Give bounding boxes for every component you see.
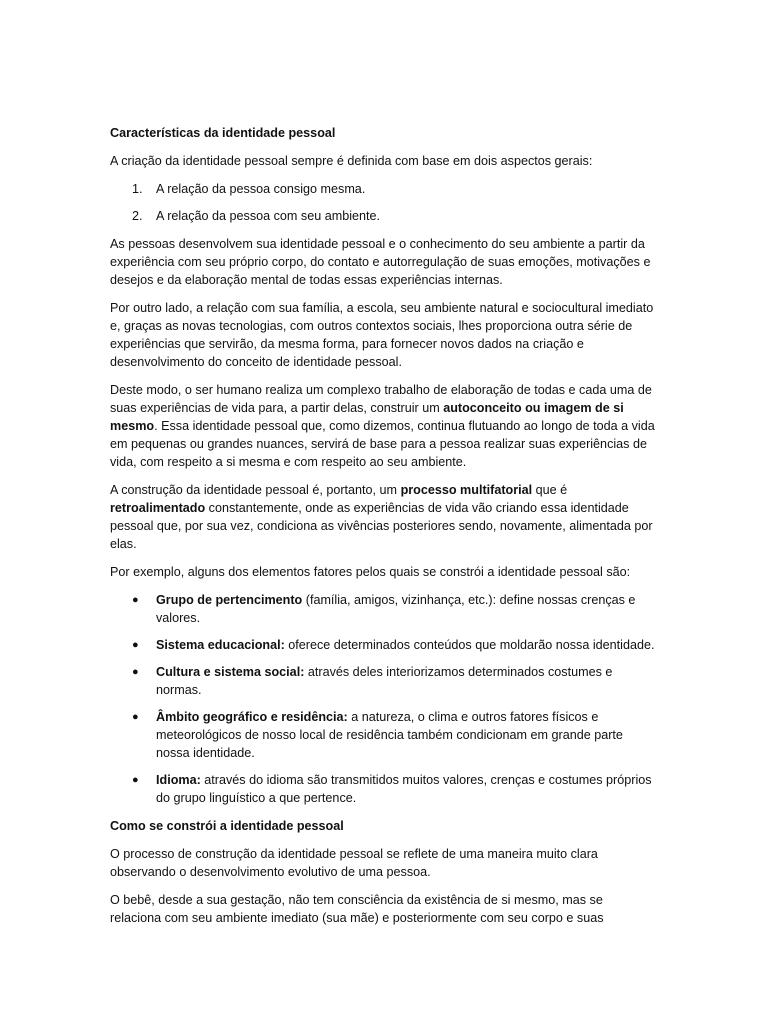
document-content	[110, 124, 656, 937]
list-item	[110, 771, 656, 807]
bold-run: processo multifatorial	[400, 483, 533, 497]
bullet-icon: ●	[132, 639, 139, 651]
list-number: 1.	[132, 182, 143, 196]
paragraph-baby: O bebê, desde a sua gestação, não tem consciência da existência de si mesmo, mas se relaciona com seu ambiente imediato (sua mãe) e posteriormente com seu corpo e suas	[110, 893, 604, 925]
list-item	[110, 180, 656, 198]
bold-run: autoconceito ou imagem de si mesmo	[110, 401, 624, 433]
heading-characteristics: Características da identidade pessoal	[110, 126, 336, 140]
text-run: Deste modo, o ser humano realiza um complexo trabalho de elaboração de todas e cada uma de suas experiências de vida para, a partir delas, construir um	[110, 383, 652, 415]
paragraph-evolution: O processo de construção da identidade pessoal se reflete de uma maneira muito clara observando o desenvolvimento evolutivo de uma pessoa.	[110, 847, 598, 879]
bullet-icon: ●	[132, 711, 139, 723]
intro-paragraph: A criação da identidade pessoal sempre é definida com base em dois aspectos gerais:	[110, 154, 593, 168]
aspects-list	[110, 180, 656, 225]
bold-run: retroalimentado	[110, 501, 206, 515]
list-number: 2.	[132, 209, 143, 223]
bold-run: Sistema educacional:	[156, 638, 285, 652]
bullet-icon: ●	[132, 666, 139, 678]
text-run: . Essa identidade pessoal que, como dizemos, continua flutuando ao longo de toda a vida em pequenas ou grandes nuances, servirá de base para a pessoa realizar suas experiências de vida, com respeito a si mesma e com respeito ao seu ambiente.	[110, 419, 655, 469]
paragraph-self-concept	[110, 381, 656, 471]
text-run: que é	[532, 483, 568, 497]
bold-run: Idioma:	[156, 773, 201, 787]
bullet-icon: ●	[132, 594, 139, 606]
list-item	[110, 663, 656, 699]
heading-construction: Como se constrói a identidade pessoal	[110, 819, 344, 833]
list-item	[110, 591, 656, 627]
list-item	[110, 636, 656, 654]
text-run: através do idioma são transmitidos muitos valores, crenças e costumes próprios do grupo linguístico a que pertence.	[156, 773, 652, 805]
paragraph-social-relations: Por outro lado, a relação com sua família, a escola, seu ambiente natural e sociocultural imediato e, graças as novas tecnologias, com outros contextos sociais, lhes proporciona outra série de experiências que servirão, da mesma forma, para fornecer novos dados na criação e desenvolvimento do conceito de identidade pessoal.	[110, 301, 654, 369]
text-run: oferece determinados conteúdos que moldarão nossa identidade.	[284, 638, 655, 652]
list-item	[110, 708, 656, 762]
bold-run: Cultura e sistema social:	[156, 665, 305, 679]
text-run: constantemente, onde as experiências de vida vão criando essa identidade pessoal que, por sua vez, condiciona as vivências posteriores sendo, novamente, alimentada por elas.	[110, 501, 653, 551]
bold-run: Grupo de pertencimento	[156, 593, 303, 607]
text-run: através deles interiorizamos determinados costumes e normas.	[156, 665, 613, 697]
text-run: (família, amigos, vizinhança, etc.): define nossas crenças e valores.	[156, 593, 636, 625]
bold-run: Âmbito geográfico e residência:	[156, 710, 348, 724]
paragraph-body-experience: As pessoas desenvolvem sua identidade pessoal e o conhecimento do seu ambiente a partir da experiência com seu próprio corpo, do contato e autorregulação de suas emoções, motivações e desejos e da elaboração mental de todas essas experiências internas.	[110, 237, 651, 287]
text-run: a natureza, o clima e outros fatores físicos e meteorológicos de nosso local de residência também condicionam em grande parte nossa identidade.	[156, 710, 623, 760]
list-text: A relação da pessoa com seu ambiente.	[156, 209, 381, 223]
paragraph-examples-intro: Por exemplo, alguns dos elementos fatores pelos quais se constrói a identidade pessoal são:	[110, 565, 631, 579]
paragraph-multifactorial	[110, 481, 656, 553]
text-run: A construção da identidade pessoal é, portanto, um	[110, 483, 401, 497]
list-item	[110, 207, 656, 225]
list-text: A relação da pessoa consigo mesma.	[156, 182, 366, 196]
factors-list	[110, 591, 656, 807]
bullet-icon: ●	[132, 774, 139, 786]
